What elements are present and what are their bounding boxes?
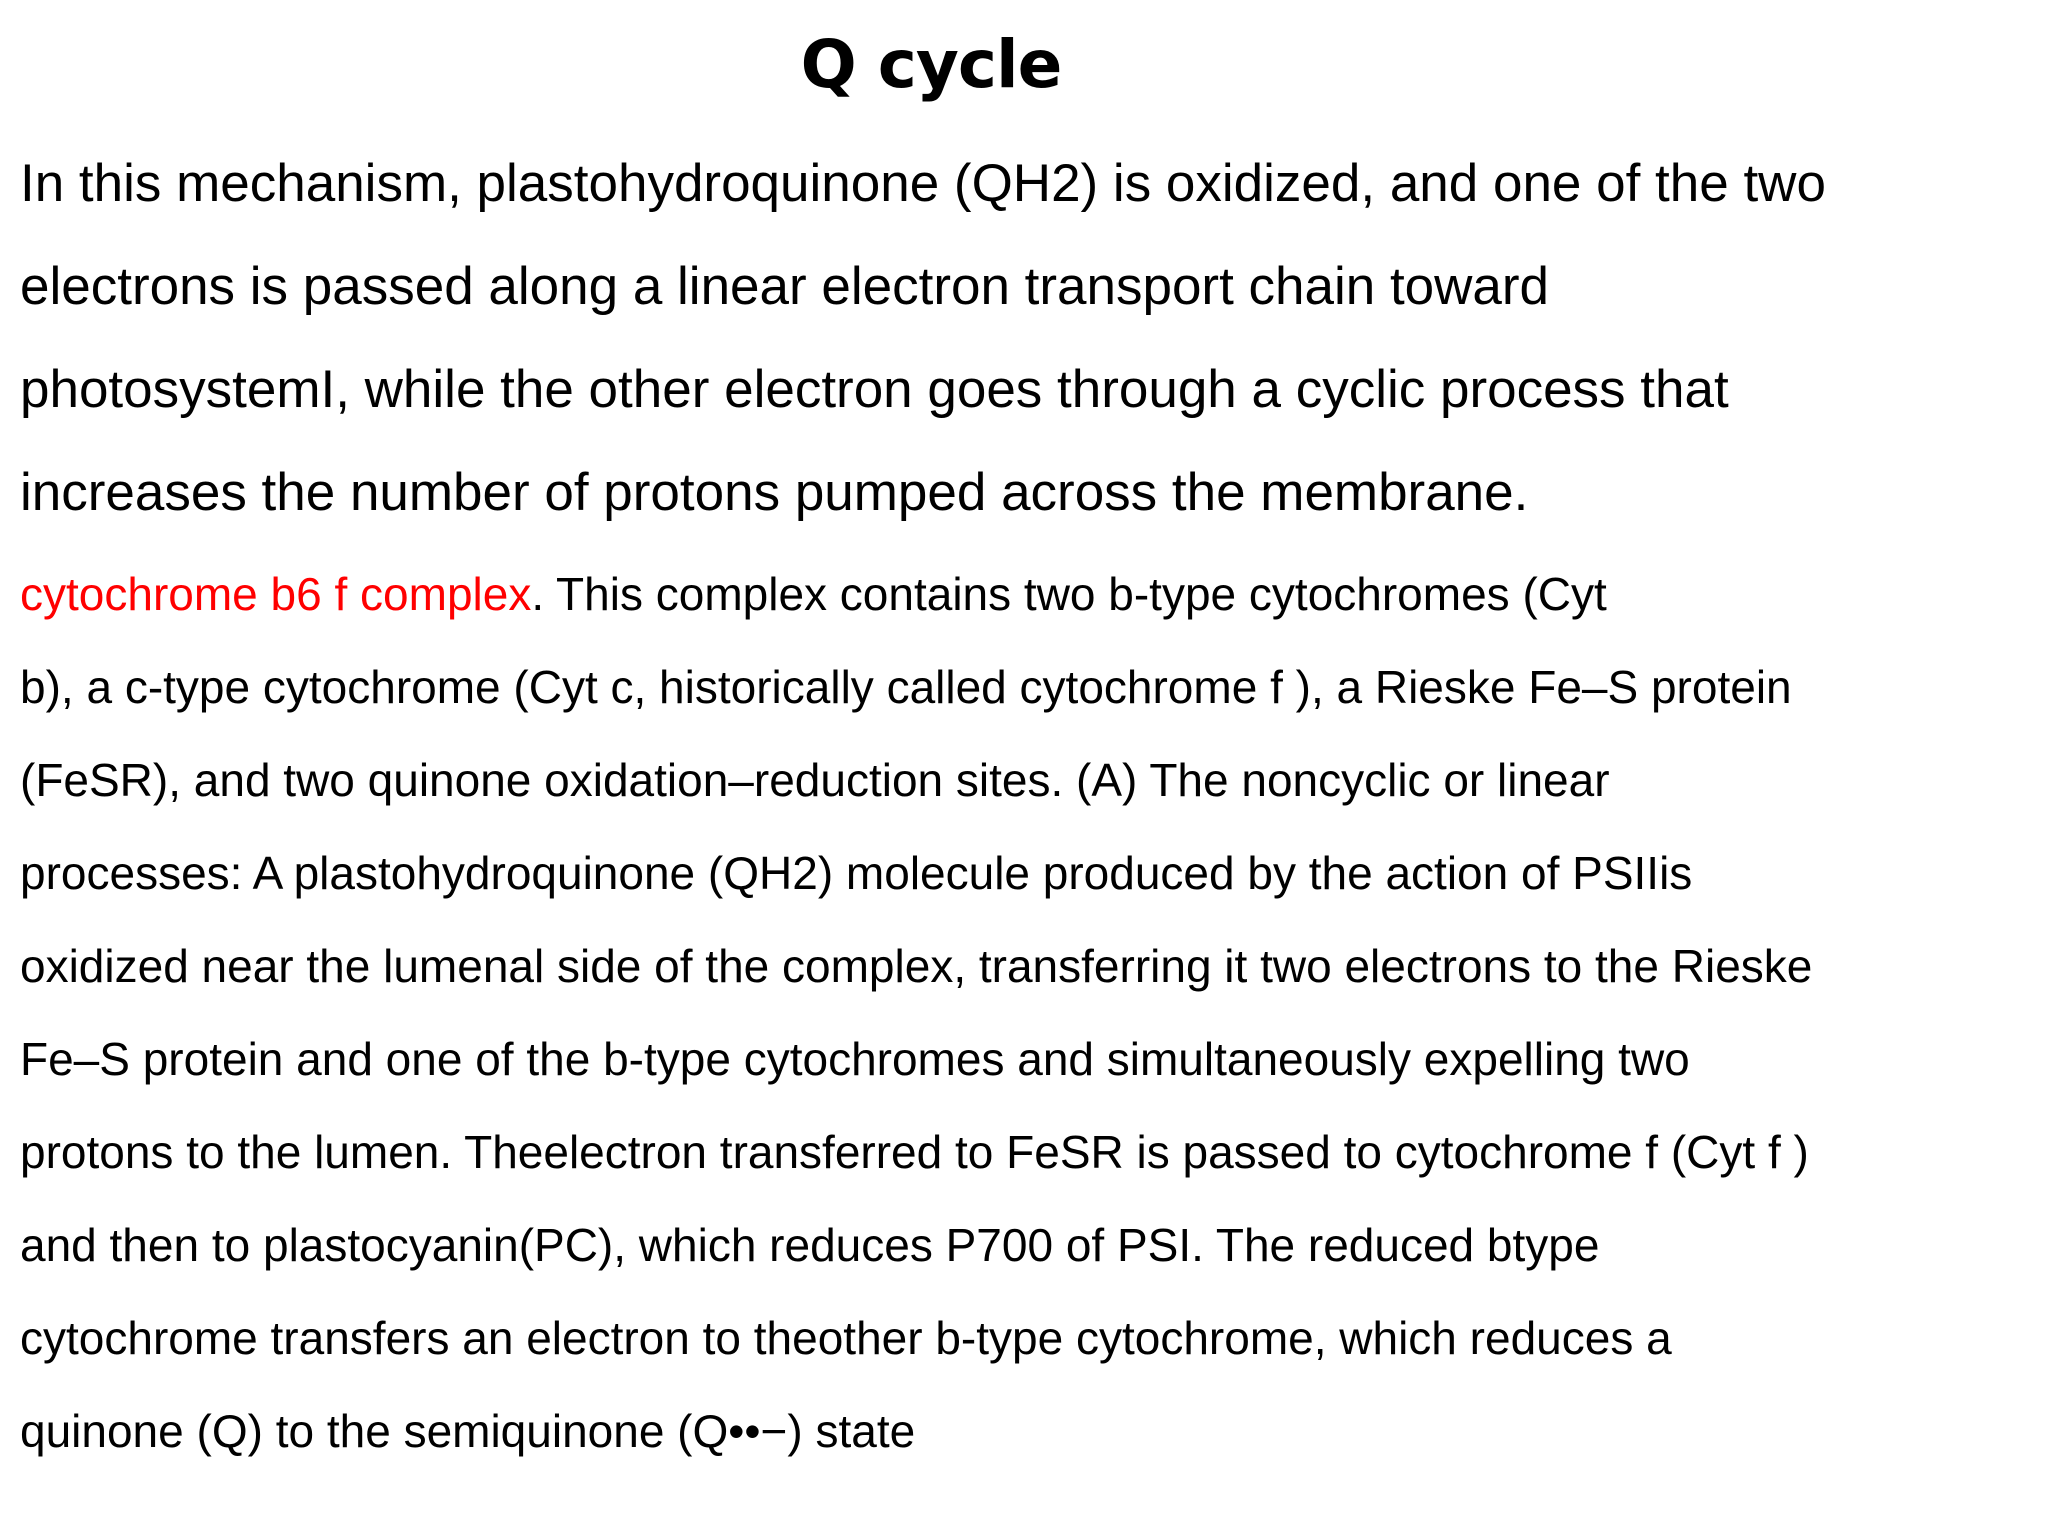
intro-paragraph [20, 132, 2020, 544]
body-line: Fe–S protein and one of the b-type cytochromes and simultaneously expelling two [20, 1033, 1690, 1085]
body-line: cytochrome transfers an electron to theother b-type cytochrome, which reduces a [20, 1312, 1672, 1364]
body-line: b), a c-type cytochrome (Cyt c, historically called cytochrome f ), a Rieske Fe–S protein [20, 661, 1792, 713]
intro-line: In this mechanism, plastohydroquinone (QH2) is oxidized, and one of the two [20, 154, 1826, 213]
body-line: (FeSR), and two quinone oxidation–reduction sites. (A) The noncyclic or linear [20, 754, 1610, 806]
body-line: protons to the lumen. Theelectron transferred to FeSR is passed to cytochrome f (Cyt f ) [20, 1126, 1809, 1178]
body-line: oxidized near the lumenal side of the complex, transferring it two electrons to the Rieske [20, 940, 1813, 992]
body-paragraph [20, 548, 2040, 1478]
body-line: quinone (Q) to the semiquinone (Q••−) state [20, 1405, 916, 1457]
highlighted-term: cytochrome b6 f complex [20, 568, 532, 620]
slide-title: Q cycle [800, 26, 1062, 103]
intro-line: electrons is passed along a linear electron transport chain toward [20, 257, 1550, 316]
intro-line: increases the number of protons pumped across the membrane. [20, 463, 1529, 522]
body-first-line-text: . This complex contains two b-type cytochromes (Cyt [531, 568, 1607, 620]
intro-line: photosystemI, while the other electron goes through a cyclic process that [20, 360, 1729, 419]
body-line: processes: A plastohydroquinone (QH2) molecule produced by the action of PSIIis [20, 847, 1693, 899]
body-line [20, 548, 2040, 641]
body-line: and then to plastocyanin(PC), which reduces P700 of PSI. The reduced btype [20, 1219, 1600, 1271]
